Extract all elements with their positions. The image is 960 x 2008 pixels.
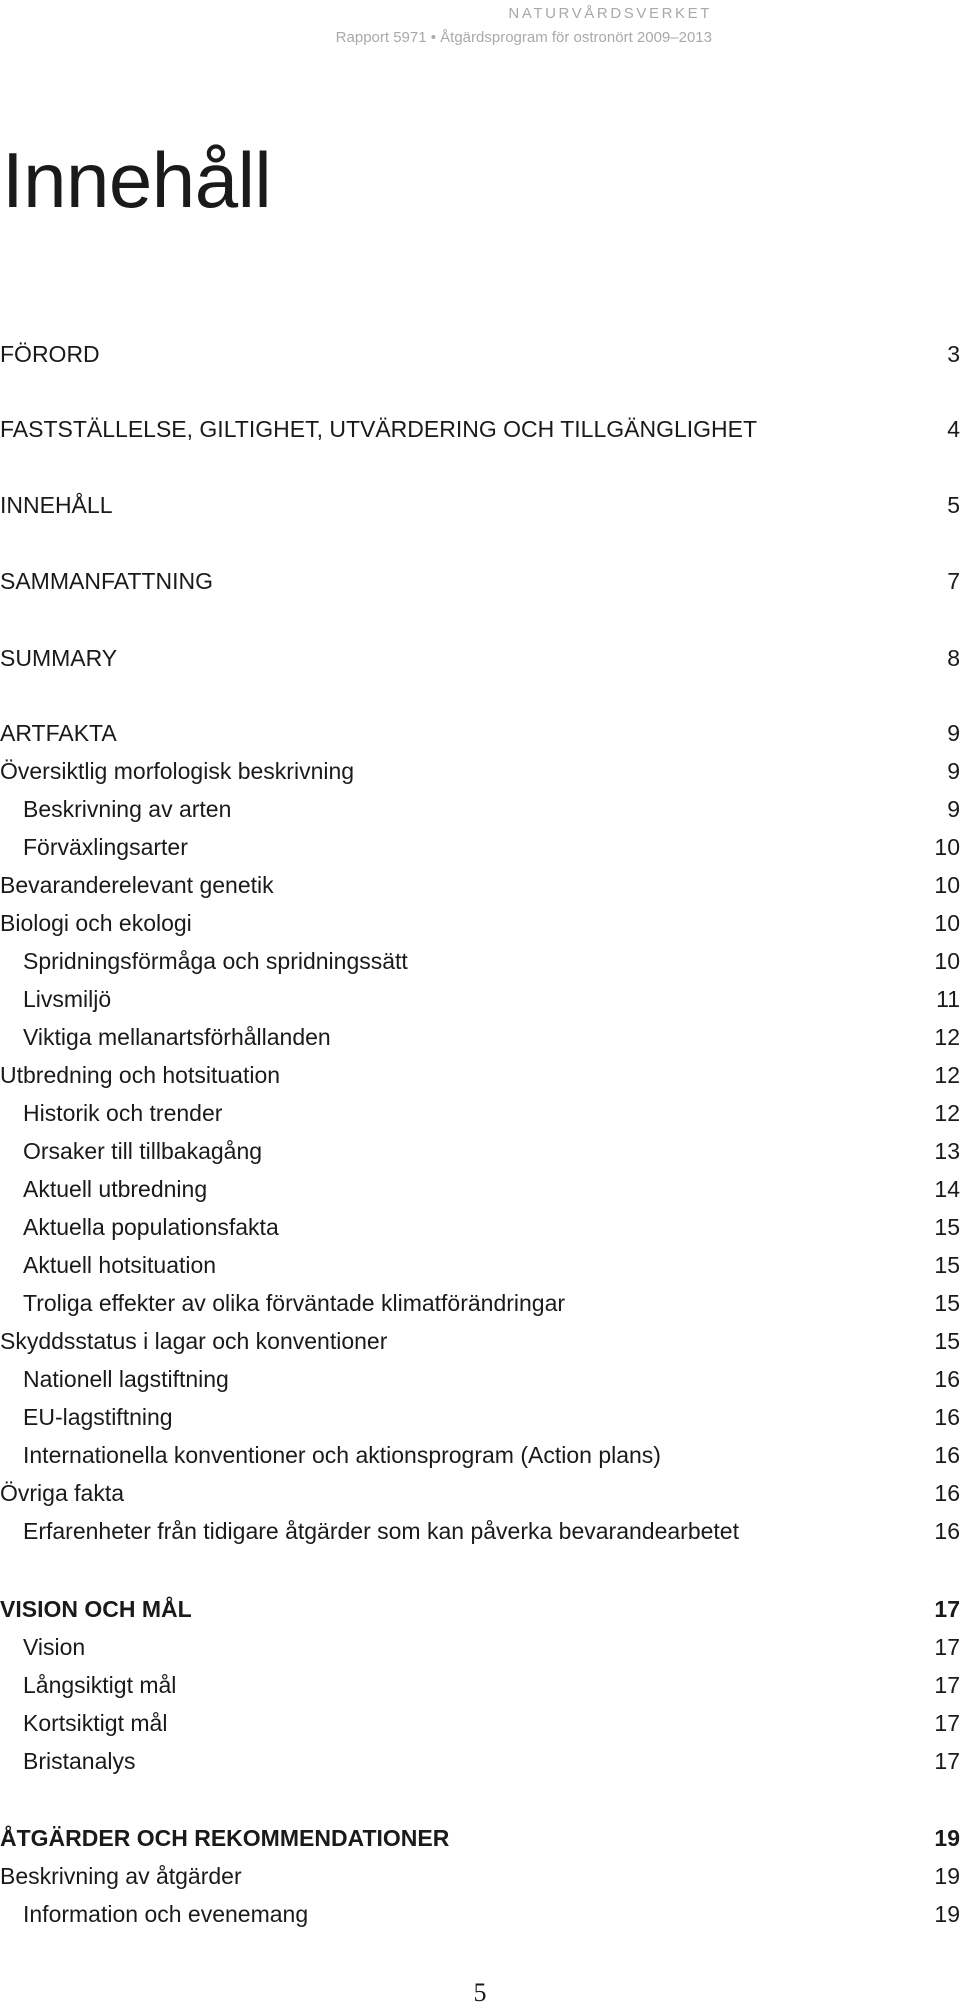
toc-entry [0,1439,960,1471]
toc-entry-title: Spridningsförmåga och spridningssätt [23,948,408,974]
toc-entry [0,1515,960,1547]
toc-entry-page: 15 [934,1290,960,1316]
toc-entry-page: 12 [934,1100,960,1126]
toc-entry-page: 16 [934,1442,960,1468]
toc-entry [0,793,960,825]
toc-entry-title: Kortsiktigt mål [23,1710,168,1736]
toc-entry-page: 16 [934,1480,960,1506]
toc-chapter-entry [0,717,960,749]
toc-entry-title: Livsmiljö [23,986,112,1012]
toc-entry [0,1477,960,1509]
toc-entry [0,1898,960,1930]
toc-entry-title: Övriga fakta [0,1480,124,1506]
toc-entry-page: 9 [947,796,960,822]
toc-entry-title: INNEHÅLL [0,492,113,518]
toc-entry-page: 15 [934,1252,960,1278]
toc-entry-page: 9 [947,720,960,746]
toc-entry [0,1287,960,1319]
toc-entry [0,1059,960,1091]
toc-entry [0,1707,960,1739]
toc-chapter-entry [0,338,960,370]
toc-entry-title: Viktiga mellanartsförhållanden [23,1024,331,1050]
toc-entry-page: 17 [934,1634,960,1660]
toc-entry-title: EU-lagstiftning [23,1404,173,1430]
page-title: Innehåll [2,136,272,224]
toc-entry-title: ÅTGÄRDER OCH REKOMMENDATIONER [0,1825,450,1851]
toc-entry [0,869,960,901]
toc-entry-title: Bristanalys [23,1748,136,1774]
toc-entry-page: 16 [934,1518,960,1544]
toc-entry [0,1363,960,1395]
toc-entry [0,1631,960,1663]
toc-entry-title: Skyddsstatus i lagar och konventioner [0,1328,388,1354]
toc-entry-page: 11 [936,986,960,1012]
toc-entry [0,1021,960,1053]
toc-entry-page: 3 [947,341,960,367]
toc-entry [0,1745,960,1777]
toc-entry-page: 13 [934,1138,960,1164]
toc-entry-title: Nationell lagstiftning [23,1366,229,1392]
toc-entry-page: 15 [934,1328,960,1354]
toc-entry-page: 14 [934,1176,960,1202]
toc-entry-title: SAMMANFATTNING [0,568,213,594]
toc-entry-page: 8 [947,645,960,671]
toc-entry-title: Biologi och ekologi [0,910,192,936]
toc-entry-page: 12 [934,1024,960,1050]
toc-entry [0,1325,960,1357]
toc-entry [0,983,960,1015]
toc-entry-page: 17 [934,1748,960,1774]
toc-entry-page: 10 [934,910,960,936]
toc-entry-page: 15 [934,1214,960,1240]
toc-entry-title: Information och evenemang [23,1901,309,1927]
page-number: 5 [473,1978,487,2007]
toc-entry-title: VISION OCH MÅL [0,1596,192,1622]
toc-entry [0,1211,960,1243]
toc-entry-title: Beskrivning av arten [23,796,232,822]
toc-entry [0,755,960,787]
toc-entry-title: FASTSTÄLLELSE, GILTIGHET, UTVÄRDERING OCH TILLGÄNGLIGHET [0,416,758,442]
toc-entry [0,1249,960,1281]
toc-entry-title: Beskrivning av åtgärder [0,1863,242,1889]
toc-entry [0,1097,960,1129]
toc-entry [0,1669,960,1701]
toc-entry-page: 16 [934,1404,960,1430]
toc-entry-title: Internationella konventioner och aktionsprogram (Action plans) [23,1442,661,1468]
toc-entry-title: ARTFAKTA [0,720,117,746]
toc-entry-title: Orsaker till tillbakagång [23,1138,263,1164]
toc-entry-page: 10 [934,872,960,898]
publisher-name: NATURVÅRDSVERKET [508,5,712,22]
toc-entry [0,1135,960,1167]
toc-chapter-entry [0,565,960,597]
toc-entry-page: 4 [947,416,960,442]
toc-entry-title: Aktuella populationsfakta [23,1214,279,1240]
toc-entry [0,945,960,977]
toc-entry [0,1401,960,1433]
toc-entry-page: 17 [934,1710,960,1736]
toc-entry-title: SUMMARY [0,645,118,671]
toc-chapter-entry [0,413,960,445]
toc-entry [0,831,960,863]
toc-entry-page: 17 [934,1672,960,1698]
toc-entry-title: Långsiktigt mål [23,1672,177,1698]
toc-entry-page: 19 [934,1901,960,1927]
toc-entry-title: Aktuell hotsituation [23,1252,217,1278]
toc-entry-page: 9 [947,758,960,784]
toc-entry-page: 5 [947,492,960,518]
toc-entry [0,1173,960,1205]
toc-entry-title: Vision [23,1634,86,1660]
toc-entry-page: 19 [934,1825,960,1851]
toc-chapter-entry [0,489,960,521]
toc-entry-title: Förväxlingsarter [23,834,188,860]
toc-entry [0,907,960,939]
toc-entry-title: Bevaranderelevant genetik [0,872,274,898]
toc-entry [0,1860,960,1892]
toc-entry-title: Aktuell utbredning [23,1176,208,1202]
toc-entry-title: Utbredning och hotsituation [0,1062,281,1088]
toc-entry-title: Historik och trender [23,1100,223,1126]
toc-entry-page: 19 [934,1863,960,1889]
toc-entry-title: FÖRORD [0,341,100,367]
toc-chapter-entry [0,1593,960,1625]
toc-chapter-entry [0,1822,960,1854]
toc-entry-page: 16 [934,1366,960,1392]
toc-entry-page: 17 [934,1596,960,1622]
toc-entry-page: 7 [947,568,960,594]
toc-entry-page: 10 [934,834,960,860]
toc-entry-title: Erfarenheter från tidigare åtgärder som kan påverka bevarandearbetet [23,1518,739,1544]
toc-entry-page: 12 [934,1062,960,1088]
toc-chapter-entry [0,642,960,674]
toc-entry-title: Översiktlig morfologisk beskrivning [0,758,355,784]
toc-entry-title: Troliga effekter av olika förväntade klimatförändringar [23,1290,566,1316]
report-reference: Rapport 5971 • Åtgärdsprogram för ostronört 2009–2013 [335,29,712,46]
toc-entry-page: 10 [934,948,960,974]
